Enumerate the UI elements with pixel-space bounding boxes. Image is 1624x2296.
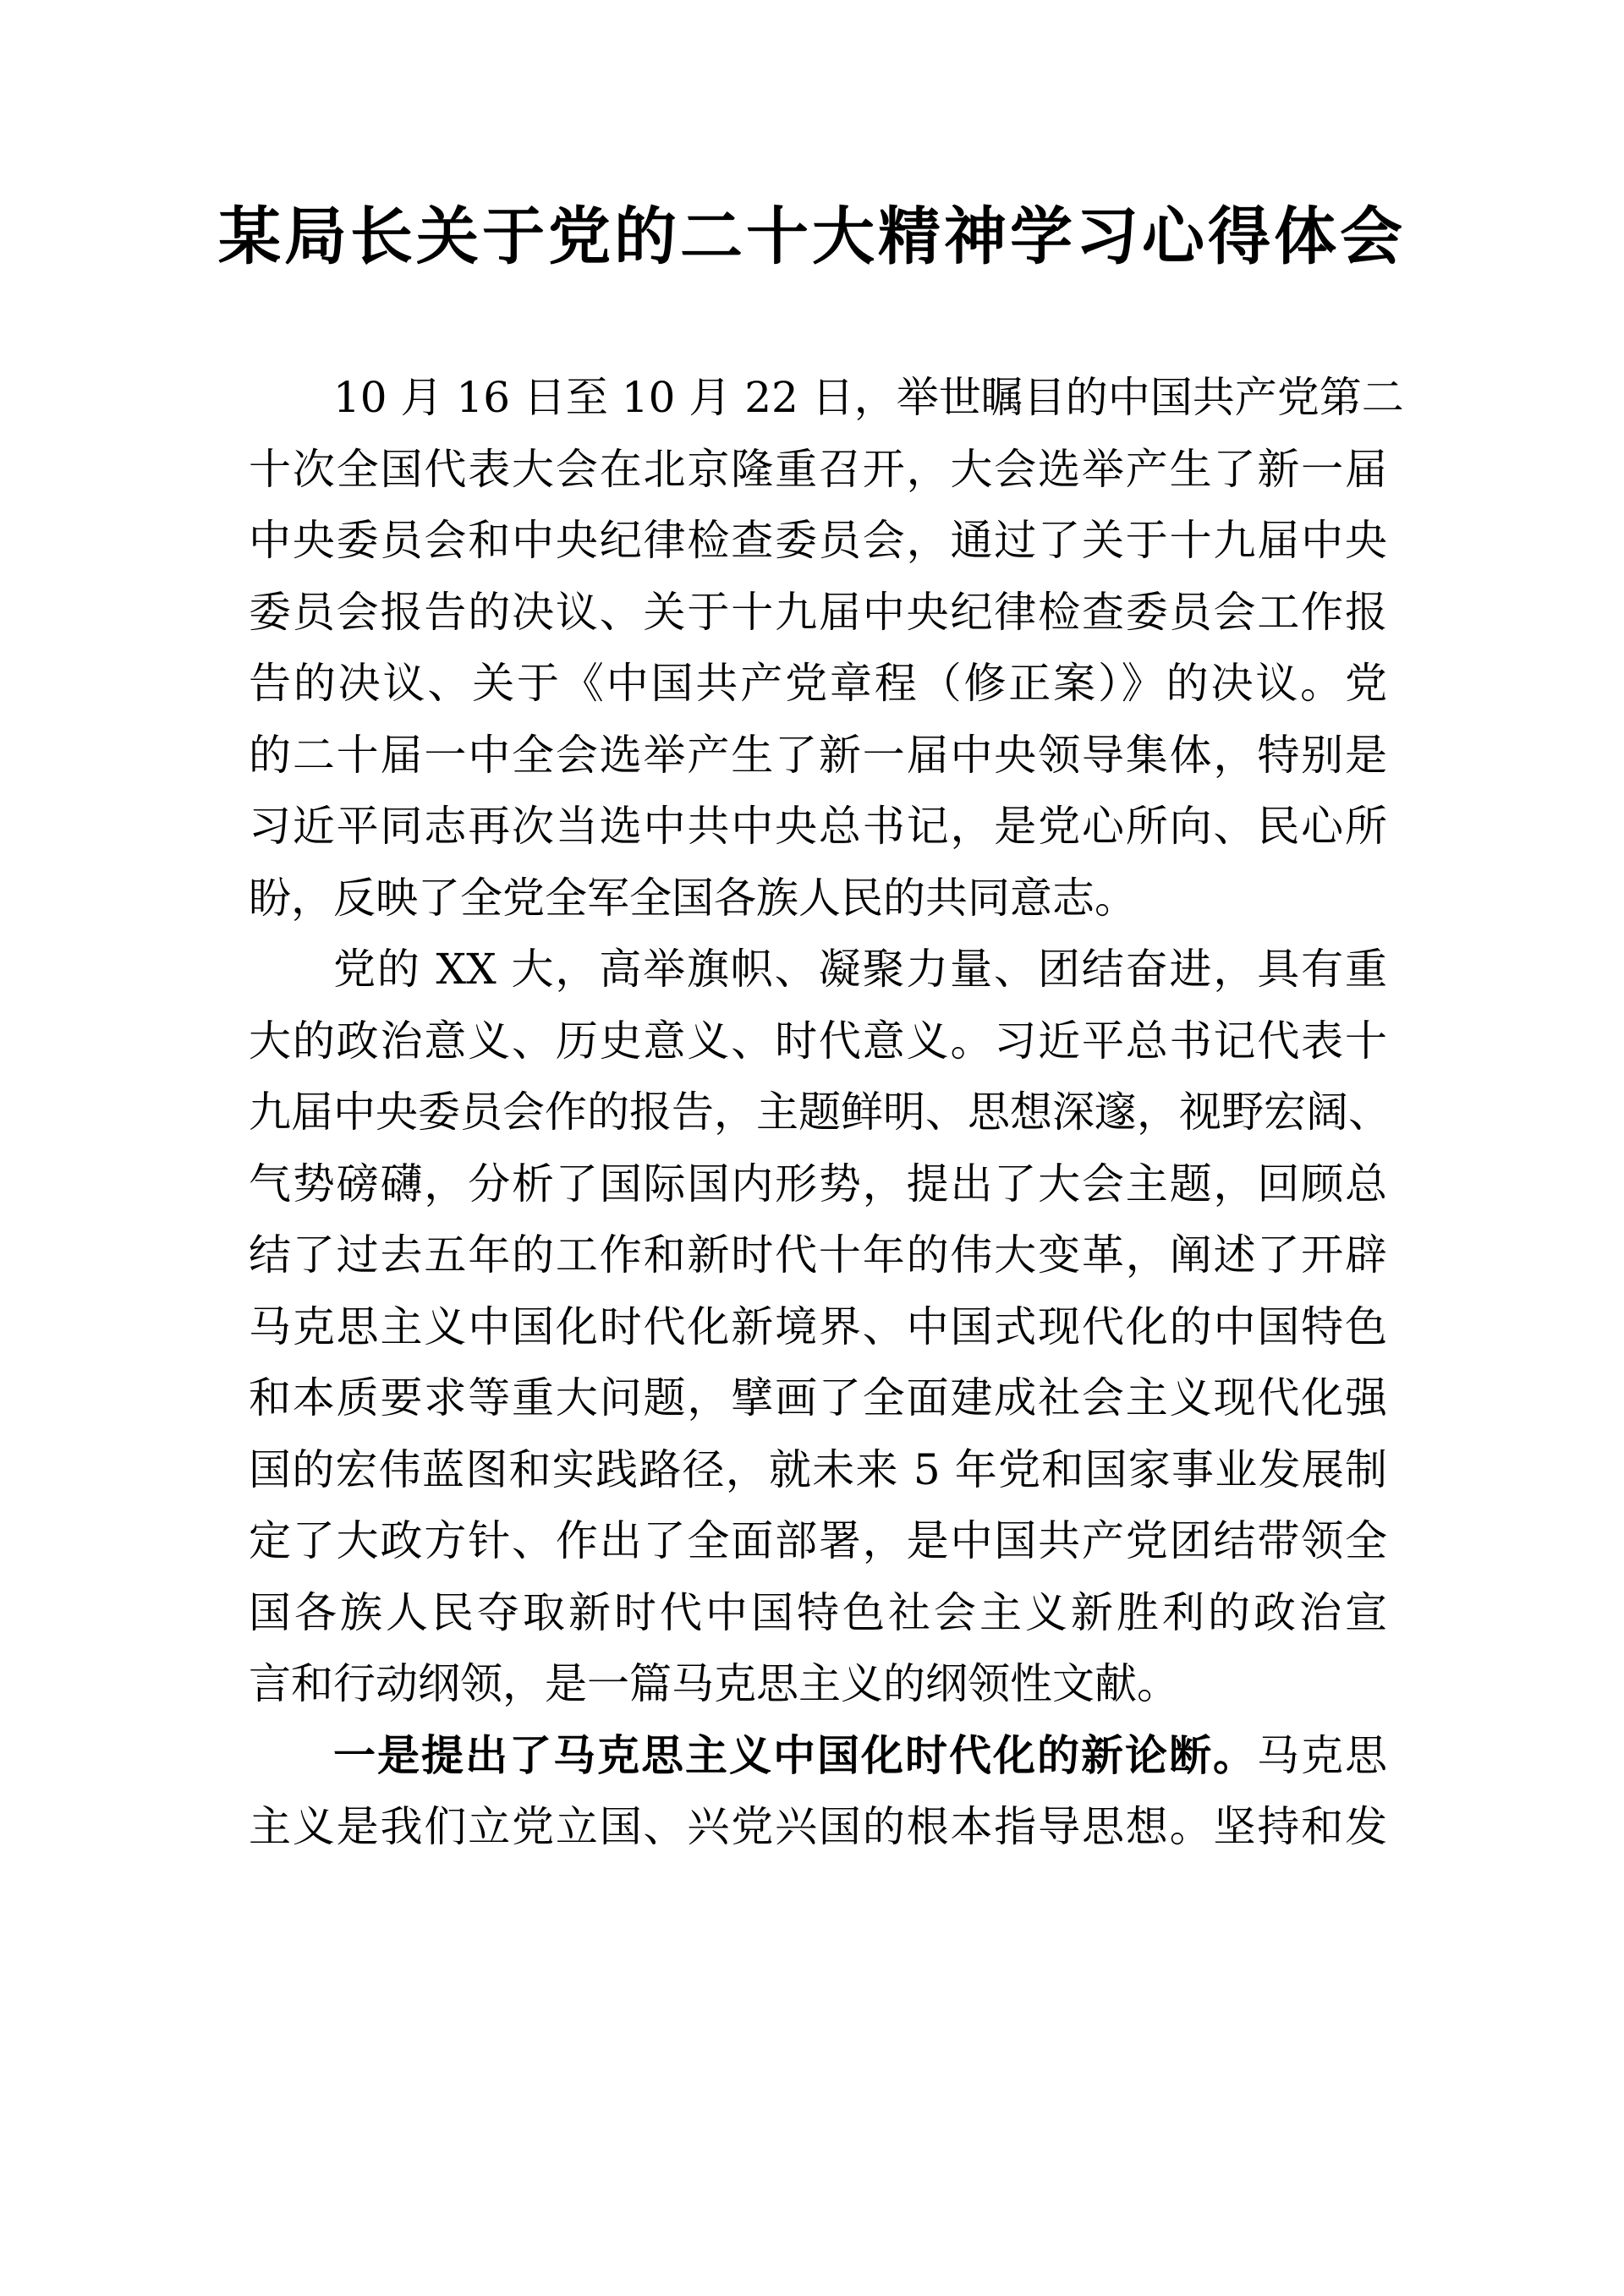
paragraph-3 xyxy=(249,1720,1387,1863)
bold-heading: 一是提出了马克思主义中国化时代化的新论断。 xyxy=(333,1730,1257,1780)
document-title: 某局长关于党的二十大精神学习心得体会 xyxy=(218,200,1406,273)
text-span: 马克思 xyxy=(1257,1730,1387,1780)
text-line: 告的决议、关于《中国共产党章程（修正案）》的决议。党 xyxy=(249,659,1387,708)
text-line: 大的政治意义、历史意义、时代意义。习近平总书记代表十 xyxy=(249,1016,1387,1066)
text-line: 九届中央委员会作的报告，主题鲜明、思想深邃，视野宏阔、 xyxy=(249,1088,1391,1137)
text-line: 定了大政方针、作出了全面部署，是中国共产党团结带领全 xyxy=(249,1516,1387,1565)
text-line: 10 月 16 日至 10 月 22 日，举世瞩目的中国共产党第二 xyxy=(333,373,1404,422)
text-line xyxy=(249,1720,1387,1792)
text-line: 习近平同志再次当选中共中央总书记，是党心所向、民心所 xyxy=(249,802,1387,851)
text-line: 国各族人民夺取新时代中国特色社会主义新胜利的政治宣 xyxy=(249,1587,1387,1637)
text-line: 委员会报告的决议、关于十九届中央纪律检查委员会工作报 xyxy=(249,587,1387,637)
text-line: 主义是我们立党立国、兴党兴国的根本指导思想。坚持和发 xyxy=(249,1802,1387,1851)
text-line: 的二十届一中全会选举产生了新一届中央领导集体，特别是 xyxy=(249,730,1387,780)
text-line: 和本质要求等重大问题，擘画了全面建成社会主义现代化强 xyxy=(249,1373,1387,1422)
text-line: 马克思主义中国化时代化新境界、中国式现代化的中国特色 xyxy=(249,1301,1387,1351)
text-line: 气势磅礴，分析了国际国内形势，提出了大会主题，回顾总 xyxy=(249,1159,1387,1208)
paragraph-2 xyxy=(249,934,1391,1720)
text-line: 结了过去五年的工作和新时代十年的伟大变革，阐述了开辟 xyxy=(249,1230,1387,1280)
text-line: 党的 XX 大，高举旗帜、凝聚力量、团结奋进，具有重 xyxy=(333,945,1387,994)
text-line: 盼，反映了全党全军全国各族人民的共同意志。 xyxy=(249,873,1137,923)
text-line: 中央委员会和中央纪律检查委员会，通过了关于十九届中央 xyxy=(249,516,1387,565)
text-line: 十次全国代表大会在北京隆重召开，大会选举产生了新一届 xyxy=(249,444,1387,494)
text-line: 言和行动纲领，是一篇马克思主义的纲领性文献。 xyxy=(249,1659,1179,1708)
text-line: 国的宏伟蓝图和实践路径，就未来 5 年党和国家事业发展制 xyxy=(249,1444,1387,1494)
paragraph-1 xyxy=(249,362,1404,934)
document-body xyxy=(249,362,1404,1863)
